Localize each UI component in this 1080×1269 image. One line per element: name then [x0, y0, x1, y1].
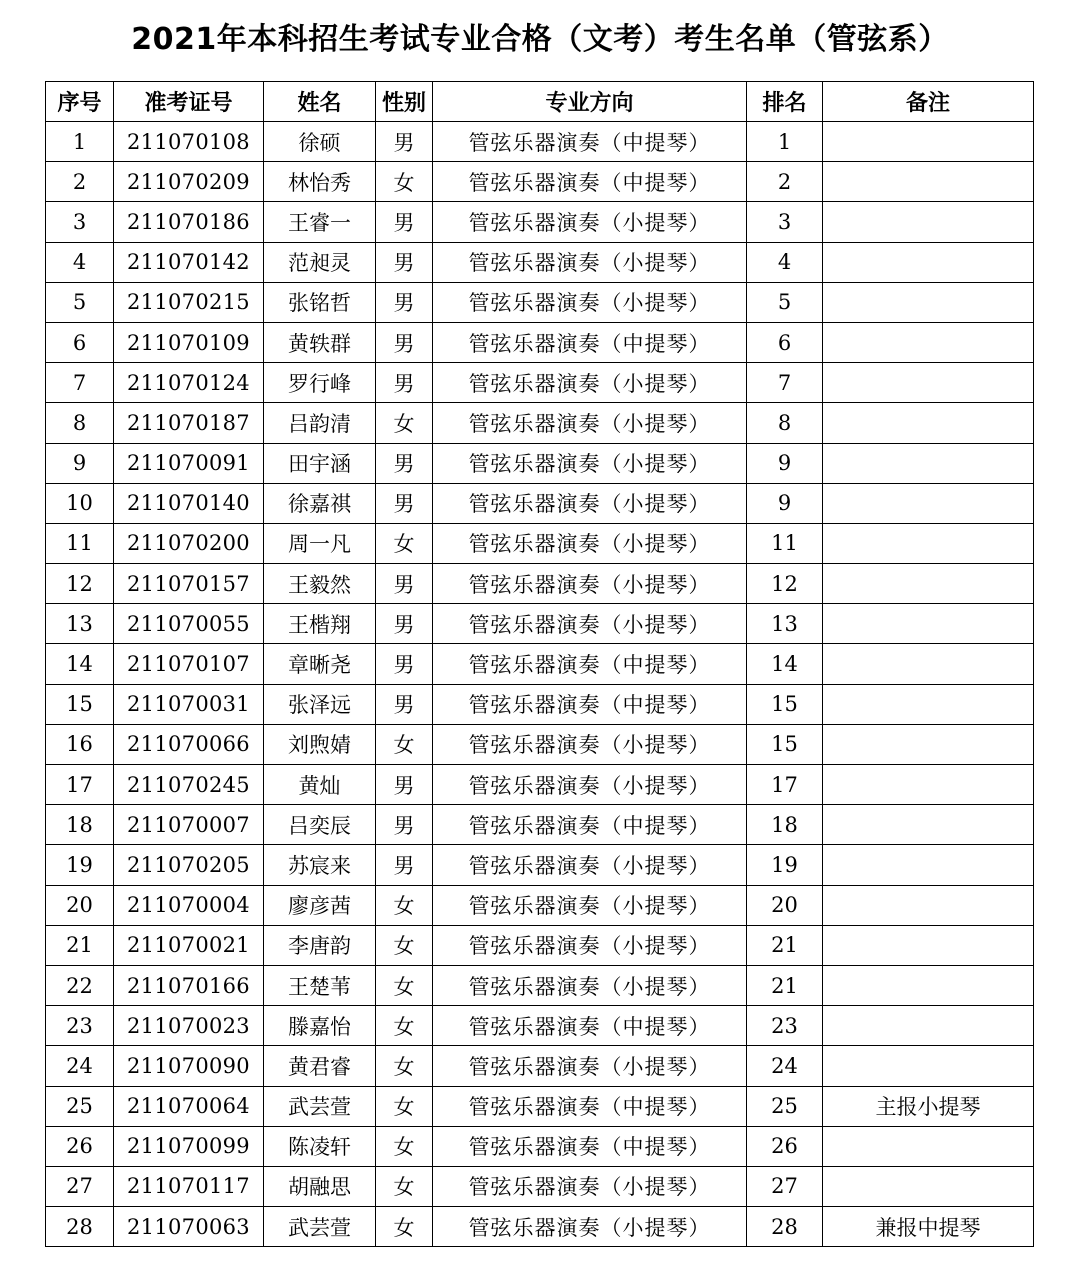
cell-index: 5 — [46, 282, 114, 322]
cell-rank: 2 — [747, 162, 823, 202]
cell-gender: 女 — [376, 523, 433, 563]
cell-rank: 3 — [747, 202, 823, 242]
cell-rank: 15 — [747, 724, 823, 764]
cell-gender: 男 — [376, 242, 433, 282]
cell-gender: 男 — [376, 282, 433, 322]
cell-exam-id: 211070090 — [114, 1046, 264, 1086]
table-row — [46, 805, 1034, 845]
cell-major: 管弦乐器演奏（中提琴） — [433, 322, 747, 362]
cell-gender: 女 — [376, 925, 433, 965]
cell-index: 24 — [46, 1046, 114, 1086]
cell-remark — [823, 925, 1034, 965]
cell-exam-id: 211070142 — [114, 242, 264, 282]
cell-name: 林怡秀 — [264, 162, 376, 202]
cell-rank: 1 — [747, 122, 823, 162]
table-row — [46, 483, 1034, 523]
cell-index: 18 — [46, 805, 114, 845]
cell-index: 21 — [46, 925, 114, 965]
header-remark: 备注 — [823, 82, 1034, 122]
cell-name: 田宇涵 — [264, 443, 376, 483]
cell-name: 李唐韵 — [264, 925, 376, 965]
cell-gender: 女 — [376, 1126, 433, 1166]
cell-remark — [823, 202, 1034, 242]
cell-gender: 男 — [376, 363, 433, 403]
cell-remark — [823, 805, 1034, 845]
cell-major: 管弦乐器演奏（小提琴） — [433, 845, 747, 885]
table-body — [46, 122, 1034, 1247]
cell-index: 26 — [46, 1126, 114, 1166]
cell-exam-id: 211070091 — [114, 443, 264, 483]
cell-rank: 11 — [747, 523, 823, 563]
candidate-table — [45, 81, 1034, 1247]
cell-remark — [823, 1166, 1034, 1206]
cell-gender: 女 — [376, 885, 433, 925]
cell-gender: 男 — [376, 604, 433, 644]
cell-major: 管弦乐器演奏（中提琴） — [433, 122, 747, 162]
cell-exam-id: 211070031 — [114, 684, 264, 724]
cell-exam-id: 211070215 — [114, 282, 264, 322]
cell-rank: 25 — [747, 1086, 823, 1126]
table-row — [46, 282, 1034, 322]
cell-index: 28 — [46, 1207, 114, 1247]
cell-remark — [823, 443, 1034, 483]
cell-major: 管弦乐器演奏（中提琴） — [433, 1086, 747, 1126]
cell-remark — [823, 282, 1034, 322]
cell-name: 张铭哲 — [264, 282, 376, 322]
cell-gender: 男 — [376, 684, 433, 724]
cell-rank: 21 — [747, 965, 823, 1005]
cell-remark — [823, 523, 1034, 563]
cell-index: 19 — [46, 845, 114, 885]
cell-remark — [823, 162, 1034, 202]
cell-exam-id: 211070186 — [114, 202, 264, 242]
cell-remark — [823, 322, 1034, 362]
table-row — [46, 564, 1034, 604]
cell-exam-id: 211070064 — [114, 1086, 264, 1126]
cell-major: 管弦乐器演奏（中提琴） — [433, 162, 747, 202]
cell-remark — [823, 564, 1034, 604]
cell-name: 胡融思 — [264, 1166, 376, 1206]
table-row — [46, 443, 1034, 483]
cell-major: 管弦乐器演奏（小提琴） — [433, 363, 747, 403]
cell-index: 17 — [46, 765, 114, 805]
cell-name: 罗行峰 — [264, 363, 376, 403]
cell-major: 管弦乐器演奏（小提琴） — [433, 925, 747, 965]
header-index: 序号 — [46, 82, 114, 122]
cell-rank: 6 — [747, 322, 823, 362]
cell-exam-id: 211070245 — [114, 765, 264, 805]
cell-remark — [823, 242, 1034, 282]
cell-rank: 8 — [747, 403, 823, 443]
cell-gender: 男 — [376, 564, 433, 604]
cell-name: 黄轶群 — [264, 322, 376, 362]
table-row — [46, 162, 1034, 202]
cell-remark — [823, 1126, 1034, 1166]
cell-rank: 9 — [747, 443, 823, 483]
table-row — [46, 523, 1034, 563]
cell-gender: 男 — [376, 644, 433, 684]
cell-gender: 男 — [376, 202, 433, 242]
cell-remark — [823, 1006, 1034, 1046]
cell-major: 管弦乐器演奏（小提琴） — [433, 564, 747, 604]
table-row — [46, 202, 1034, 242]
header-exam-id: 准考证号 — [114, 82, 264, 122]
header-name: 姓名 — [264, 82, 376, 122]
cell-index: 1 — [46, 122, 114, 162]
cell-gender: 女 — [376, 1166, 433, 1206]
cell-gender: 男 — [376, 845, 433, 885]
table-row — [46, 1006, 1034, 1046]
cell-major: 管弦乐器演奏（中提琴） — [433, 684, 747, 724]
cell-rank: 18 — [747, 805, 823, 845]
table-row — [46, 122, 1034, 162]
cell-remark — [823, 845, 1034, 885]
cell-name: 徐嘉祺 — [264, 483, 376, 523]
cell-exam-id: 211070007 — [114, 805, 264, 845]
cell-rank: 27 — [747, 1166, 823, 1206]
cell-remark — [823, 885, 1034, 925]
table-row — [46, 322, 1034, 362]
cell-rank: 26 — [747, 1126, 823, 1166]
cell-name: 滕嘉怡 — [264, 1006, 376, 1046]
cell-name: 吕韵清 — [264, 403, 376, 443]
table-row — [46, 724, 1034, 764]
cell-index: 13 — [46, 604, 114, 644]
cell-major: 管弦乐器演奏（小提琴） — [433, 282, 747, 322]
cell-name: 徐硕 — [264, 122, 376, 162]
table-row — [46, 644, 1034, 684]
page-title: 2021年本科招生考试专业合格（文考）考生名单（管弦系） — [131, 22, 949, 57]
table-row — [46, 765, 1034, 805]
cell-major: 管弦乐器演奏（小提琴） — [433, 202, 747, 242]
cell-rank: 17 — [747, 765, 823, 805]
cell-remark — [823, 684, 1034, 724]
table-row — [46, 925, 1034, 965]
cell-rank: 5 — [747, 282, 823, 322]
cell-index: 4 — [46, 242, 114, 282]
cell-major: 管弦乐器演奏（中提琴） — [433, 1006, 747, 1046]
cell-name: 黄灿 — [264, 765, 376, 805]
cell-remark — [823, 363, 1034, 403]
cell-gender: 男 — [376, 765, 433, 805]
cell-remark — [823, 604, 1034, 644]
cell-remark — [823, 724, 1034, 764]
header-major: 专业方向 — [433, 82, 747, 122]
cell-index: 2 — [46, 162, 114, 202]
cell-rank: 14 — [747, 644, 823, 684]
cell-major: 管弦乐器演奏（小提琴） — [433, 1207, 747, 1247]
table-row — [46, 1166, 1034, 1206]
cell-rank: 12 — [747, 564, 823, 604]
cell-index: 8 — [46, 403, 114, 443]
table-row — [46, 1126, 1034, 1166]
cell-exam-id: 211070140 — [114, 483, 264, 523]
cell-remark: 兼报中提琴 — [823, 1207, 1034, 1247]
table-row — [46, 363, 1034, 403]
table-row — [46, 684, 1034, 724]
cell-exam-id: 211070124 — [114, 363, 264, 403]
cell-gender: 女 — [376, 1006, 433, 1046]
cell-index: 10 — [46, 483, 114, 523]
cell-major: 管弦乐器演奏（中提琴） — [433, 805, 747, 845]
cell-index: 11 — [46, 523, 114, 563]
cell-exam-id: 211070021 — [114, 925, 264, 965]
cell-index: 25 — [46, 1086, 114, 1126]
cell-index: 12 — [46, 564, 114, 604]
cell-name: 武芸萱 — [264, 1086, 376, 1126]
cell-major: 管弦乐器演奏（小提琴） — [433, 765, 747, 805]
cell-gender: 女 — [376, 1046, 433, 1086]
cell-name: 黄君睿 — [264, 1046, 376, 1086]
table-row — [46, 403, 1034, 443]
cell-exam-id: 211070157 — [114, 564, 264, 604]
cell-name: 苏宸来 — [264, 845, 376, 885]
cell-rank: 20 — [747, 885, 823, 925]
cell-index: 9 — [46, 443, 114, 483]
cell-gender: 女 — [376, 403, 433, 443]
cell-major: 管弦乐器演奏（小提琴） — [433, 523, 747, 563]
table-row — [46, 242, 1034, 282]
table-row — [46, 845, 1034, 885]
cell-name: 刘煦婧 — [264, 724, 376, 764]
cell-index: 23 — [46, 1006, 114, 1046]
header-gender: 性别 — [376, 82, 433, 122]
cell-name: 章晰尧 — [264, 644, 376, 684]
cell-index: 14 — [46, 644, 114, 684]
cell-major: 管弦乐器演奏（小提琴） — [433, 483, 747, 523]
cell-remark — [823, 122, 1034, 162]
cell-major: 管弦乐器演奏（小提琴） — [433, 403, 747, 443]
cell-rank: 15 — [747, 684, 823, 724]
table-row — [46, 1207, 1034, 1247]
cell-exam-id: 211070209 — [114, 162, 264, 202]
cell-index: 3 — [46, 202, 114, 242]
cell-gender: 女 — [376, 1207, 433, 1247]
cell-name: 廖彦茜 — [264, 885, 376, 925]
cell-name: 王楷翔 — [264, 604, 376, 644]
table-row — [46, 965, 1034, 1005]
cell-remark — [823, 965, 1034, 1005]
cell-gender: 男 — [376, 483, 433, 523]
cell-exam-id: 211070055 — [114, 604, 264, 644]
cell-major: 管弦乐器演奏（小提琴） — [433, 604, 747, 644]
cell-major: 管弦乐器演奏（小提琴） — [433, 965, 747, 1005]
cell-major: 管弦乐器演奏（小提琴） — [433, 1046, 747, 1086]
cell-rank: 13 — [747, 604, 823, 644]
cell-major: 管弦乐器演奏（小提琴） — [433, 885, 747, 925]
cell-remark — [823, 765, 1034, 805]
cell-gender: 女 — [376, 162, 433, 202]
cell-rank: 9 — [747, 483, 823, 523]
cell-exam-id: 211070200 — [114, 523, 264, 563]
table-row — [46, 604, 1034, 644]
cell-gender: 男 — [376, 805, 433, 845]
cell-name: 王楚苇 — [264, 965, 376, 1005]
cell-name: 范昶灵 — [264, 242, 376, 282]
cell-exam-id: 211070108 — [114, 122, 264, 162]
cell-exam-id: 211070187 — [114, 403, 264, 443]
table-row — [46, 885, 1034, 925]
cell-major: 管弦乐器演奏（中提琴） — [433, 1126, 747, 1166]
cell-rank: 4 — [747, 242, 823, 282]
cell-exam-id: 211070107 — [114, 644, 264, 684]
cell-exam-id: 211070205 — [114, 845, 264, 885]
cell-name: 武芸萱 — [264, 1207, 376, 1247]
cell-name: 张泽远 — [264, 684, 376, 724]
cell-name: 吕奕辰 — [264, 805, 376, 845]
cell-exam-id: 211070166 — [114, 965, 264, 1005]
cell-gender: 男 — [376, 122, 433, 162]
cell-name: 王毅然 — [264, 564, 376, 604]
cell-major: 管弦乐器演奏（小提琴） — [433, 443, 747, 483]
cell-rank: 28 — [747, 1207, 823, 1247]
cell-rank: 19 — [747, 845, 823, 885]
cell-gender: 女 — [376, 965, 433, 1005]
cell-index: 27 — [46, 1166, 114, 1206]
cell-name: 周一凡 — [264, 523, 376, 563]
table-row — [46, 1046, 1034, 1086]
cell-rank: 21 — [747, 925, 823, 965]
cell-remark — [823, 644, 1034, 684]
cell-exam-id: 211070099 — [114, 1126, 264, 1166]
cell-major: 管弦乐器演奏（小提琴） — [433, 724, 747, 764]
cell-remark — [823, 403, 1034, 443]
table-row — [46, 1086, 1034, 1126]
cell-index: 6 — [46, 322, 114, 362]
cell-remark: 主报小提琴 — [823, 1086, 1034, 1126]
cell-gender: 女 — [376, 724, 433, 764]
cell-index: 20 — [46, 885, 114, 925]
cell-major: 管弦乐器演奏（小提琴） — [433, 1166, 747, 1206]
cell-gender: 男 — [376, 322, 433, 362]
header-rank: 排名 — [747, 82, 823, 122]
cell-exam-id: 211070004 — [114, 885, 264, 925]
cell-index: 16 — [46, 724, 114, 764]
cell-name: 王睿一 — [264, 202, 376, 242]
cell-exam-id: 211070109 — [114, 322, 264, 362]
cell-exam-id: 211070066 — [114, 724, 264, 764]
cell-rank: 23 — [747, 1006, 823, 1046]
cell-index: 15 — [46, 684, 114, 724]
cell-index: 7 — [46, 363, 114, 403]
cell-remark — [823, 1046, 1034, 1086]
cell-name: 陈凌轩 — [264, 1126, 376, 1166]
cell-exam-id: 211070023 — [114, 1006, 264, 1046]
cell-rank: 24 — [747, 1046, 823, 1086]
cell-exam-id: 211070117 — [114, 1166, 264, 1206]
cell-major: 管弦乐器演奏（中提琴） — [433, 644, 747, 684]
cell-major: 管弦乐器演奏（小提琴） — [433, 242, 747, 282]
cell-gender: 女 — [376, 1086, 433, 1126]
cell-index: 22 — [46, 965, 114, 1005]
header-row — [46, 82, 1034, 122]
cell-remark — [823, 483, 1034, 523]
cell-rank: 7 — [747, 363, 823, 403]
cell-gender: 男 — [376, 443, 433, 483]
cell-exam-id: 211070063 — [114, 1207, 264, 1247]
